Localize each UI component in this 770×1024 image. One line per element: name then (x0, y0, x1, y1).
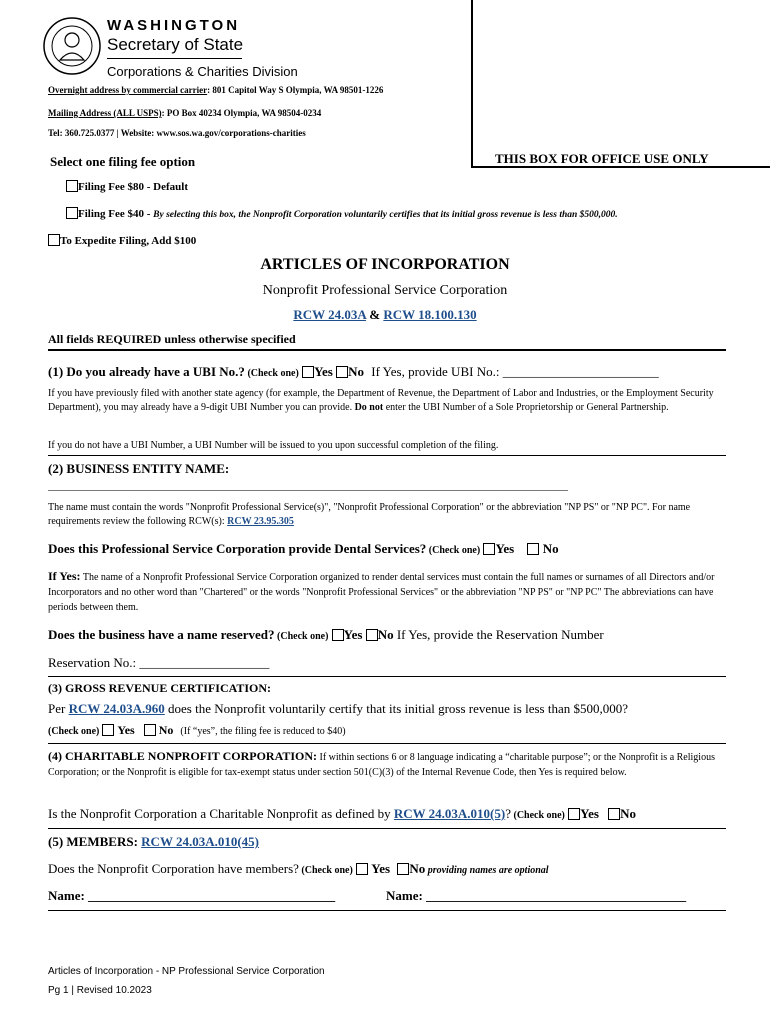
mailing-label: Mailing Address (ALL USPS) (48, 108, 162, 118)
s2-note (48, 501, 718, 529)
fee-option-40 (66, 207, 618, 220)
s3-question (48, 701, 628, 717)
expedite-label: To Expedite Filing, Add $100 (60, 235, 197, 247)
s5-check-one: (Check one) (298, 865, 353, 876)
org-name-line1: WASHINGTON (107, 17, 241, 34)
s3-question-text: does the Nonprofit voluntarily certify that its initial gross revenue is less than $500,000? (164, 701, 628, 716)
s2-rcw-link[interactable]: RCW 23.95.305 (227, 516, 294, 527)
expedite-option (48, 234, 196, 247)
footer-page-info: Pg 1 | Revised 10.2023 (48, 985, 152, 996)
fee-option-title: Select one filing fee option (50, 154, 196, 169)
s4-yes-label: Yes (580, 806, 599, 821)
s5-title: (5) MEMBERS: (48, 834, 142, 849)
s3-rcw-link[interactable]: RCW 24.03A.960 (68, 701, 165, 716)
contact-line: Tel: 360.725.0377 | Website: www.sos.wa.gov/corporations-charities (48, 128, 306, 138)
s4-para (48, 749, 722, 780)
fee-40-note: By selecting this box, the Nonprofit Corporation voluntarily certifies that its initial gross revenue is less than $500,000. (153, 210, 618, 220)
overnight-address (48, 85, 383, 95)
s5-name-field-1[interactable]: Name: ______________________________________ (48, 888, 336, 903)
s4-rcw-link[interactable]: RCW 24.03A.010(5) (393, 806, 506, 821)
s4-question: Is the Nonprofit Corporation a Charitable Nonprofit as defined by (48, 806, 394, 821)
divider-5 (48, 828, 726, 829)
s4-no-label: No (620, 806, 637, 821)
s2-reserved-row (48, 627, 604, 643)
org-name-line2: Secretary of State (107, 35, 244, 54)
s3-no-checkbox[interactable] (144, 724, 156, 736)
s1-para2: If you do not have a UBI Number, a UBI Number will be issued to you upon successful completion of the filing. (48, 440, 499, 451)
division-name: Corporations & Charities Division (107, 64, 298, 79)
s4-title: (4) CHARITABLE NONPROFIT CORPORATION: (48, 749, 318, 763)
fee-80-label: Filing Fee $80 - Default (78, 181, 188, 193)
divider-1 (48, 349, 726, 351)
expedite-checkbox[interactable] (48, 234, 60, 246)
s2-dental-no-label: No (542, 541, 559, 556)
rcw-24-03a-link[interactable]: RCW 24.03A (293, 307, 367, 322)
s1-yes-checkbox[interactable] (302, 366, 314, 378)
s1-check-one: (Check one) (244, 368, 299, 379)
s5-yes-label: Yes (371, 861, 391, 876)
s2-title: (2) BUSINESS ENTITY NAME: (48, 461, 230, 476)
s1-no-checkbox[interactable] (336, 366, 348, 378)
s1-ubi-field[interactable]: If Yes, provide UBI No.: ________________________ (371, 364, 659, 379)
s2-reserved-no-checkbox[interactable] (366, 629, 378, 641)
s2-dental-yes-checkbox[interactable] (483, 543, 495, 555)
s1-question-row (48, 364, 659, 380)
s2-if-yes-para (48, 569, 722, 615)
state-seal-logo (42, 16, 102, 76)
s3-yes-label: Yes (117, 723, 135, 737)
s3-per: Per (48, 701, 69, 716)
s1-para1-c: enter the UBI Number of a Sole Proprietorship or General Partnership. (383, 402, 669, 413)
s3-no-label: No (158, 723, 174, 737)
s2-dental-no-checkbox[interactable] (527, 543, 539, 555)
s4-question-row (48, 806, 636, 822)
s2-if-yes-label: If Yes: (48, 569, 81, 583)
s5-yes-checkbox[interactable] (356, 863, 368, 875)
s2-dental-row (48, 541, 559, 557)
fee-option-80 (66, 180, 188, 193)
s4-text: If within sections 6 or 8 language indicating a “charitable purpose”; or the Nonprofit is a Religious Corporation; or the Nonprofit is eligible for tax-exempt status under section 501(C)(3) of the Internal Revenue Code, then Yes is required below. (48, 752, 715, 778)
divider-2 (48, 455, 726, 456)
s1-yes-label: Yes (314, 364, 333, 379)
s5-rcw-link[interactable]: RCW 24.03A.010(45) (141, 834, 260, 849)
overnight-label: Overnight address by commercial carrier (48, 85, 208, 95)
divider-4 (48, 743, 726, 744)
office-use-box (471, 0, 770, 168)
s3-title: (3) GROSS REVENUE CERTIFICATION: (48, 681, 272, 695)
required-note: All fields REQUIRED unless otherwise specified (48, 332, 296, 346)
footer-doc-name: Articles of Incorporation - NP Professional Service Corporation (48, 966, 325, 977)
s2-reserved-yes-checkbox[interactable] (332, 629, 344, 641)
s2-name-field[interactable]: ________________________________________________________________________________________________________ (48, 481, 568, 492)
s2-reserved-if-yes: If Yes, provide the Reservation Number (396, 627, 604, 642)
overnight-value: : 801 Capitol Way S Olympia, WA 98501-1226 (207, 85, 384, 95)
s2-reserved-yes-label: Yes (343, 627, 363, 642)
s2-reservation-field[interactable]: Reservation No.: ____________________ (48, 655, 270, 670)
s2-reserved-question: Does the business have a name reserved? (48, 627, 275, 642)
s2-dental-check-one: (Check one) (426, 545, 481, 556)
s5-no-label: No (409, 861, 426, 876)
s1-para1-a: If you have previously filed with another state agency (for example, the Department of Revenue, the Department of Labor and Industries, or the Employment Security Department), you may already have a 9-digit UBI Number you can provide. (48, 388, 714, 413)
divider-3 (48, 676, 726, 677)
s1-no-label: No (348, 364, 364, 379)
s1-para1-b: Do not (354, 402, 384, 413)
fee-80-checkbox[interactable] (66, 180, 78, 192)
mailing-value: : PO Box 40234 Olympia, WA 98504-0234 (161, 108, 322, 118)
s5-question-row (48, 861, 549, 877)
s3-check-one: (Check one) (48, 726, 100, 737)
s2-if-yes-text: The name of a Nonprofit Professional Service Corporation organized to render dental services must contain the full names or surnames of all Directors and/or Incorporators and no other word than "Chartered" or the words "Nonprofit Professional Services" or the abbreviation "NP PS" or "NP PC" The abbreviations can have periods between them. (48, 572, 715, 613)
s5-no-checkbox[interactable] (397, 863, 409, 875)
s5-name-field-2[interactable]: Name: ________________________________________ (386, 888, 687, 903)
rcw-links (0, 307, 770, 323)
s2-note-text: The name must contain the words "Nonprofit Professional Service(s)", "Nonprofit Professional Corporation" or the abbreviation "NP PS" or "NP PC". For name requirements review the following RCW(s): (48, 502, 691, 527)
s4-no-checkbox[interactable] (608, 808, 620, 820)
s1-para1 (48, 387, 718, 415)
s4-q-end: ? (505, 806, 511, 821)
s3-answer-row (48, 723, 346, 738)
mailing-address (48, 108, 321, 118)
s3-note: (If “yes”, the filing fee is reduced to $40) (180, 726, 346, 737)
document-title: ARTICLES OF INCORPORATION (260, 256, 510, 273)
s2-reserved-no-label: No (377, 627, 394, 642)
rcw-18-100-130-link[interactable]: RCW 18.100.130 (383, 307, 477, 322)
s2-dental-yes-label: Yes (495, 541, 515, 556)
s4-check-one: (Check one) (510, 810, 565, 821)
s1-question: (1) Do you already have a UBI No.? (48, 364, 245, 379)
rcw-ampersand: & (366, 307, 384, 322)
office-use-label: THIS BOX FOR OFFICE USE ONLY (495, 151, 709, 166)
s3-yes-checkbox[interactable] (102, 724, 114, 736)
fee-40-label: Filing Fee $40 - (78, 208, 154, 220)
s5-question: Does the Nonprofit Corporation have members? (48, 861, 299, 876)
s2-reserved-check-one: (Check one) (274, 631, 329, 642)
s5-title-row (48, 834, 259, 850)
document-subtitle: Nonprofit Professional Service Corporation (262, 283, 508, 298)
divider-6 (48, 910, 726, 911)
s2-dental-question: Does this Professional Service Corporation provide Dental Services? (48, 541, 427, 556)
s4-yes-checkbox[interactable] (568, 808, 580, 820)
org-divider (107, 58, 242, 59)
fee-40-checkbox[interactable] (66, 207, 78, 219)
s5-optional-note: providing names are optional (425, 865, 549, 876)
